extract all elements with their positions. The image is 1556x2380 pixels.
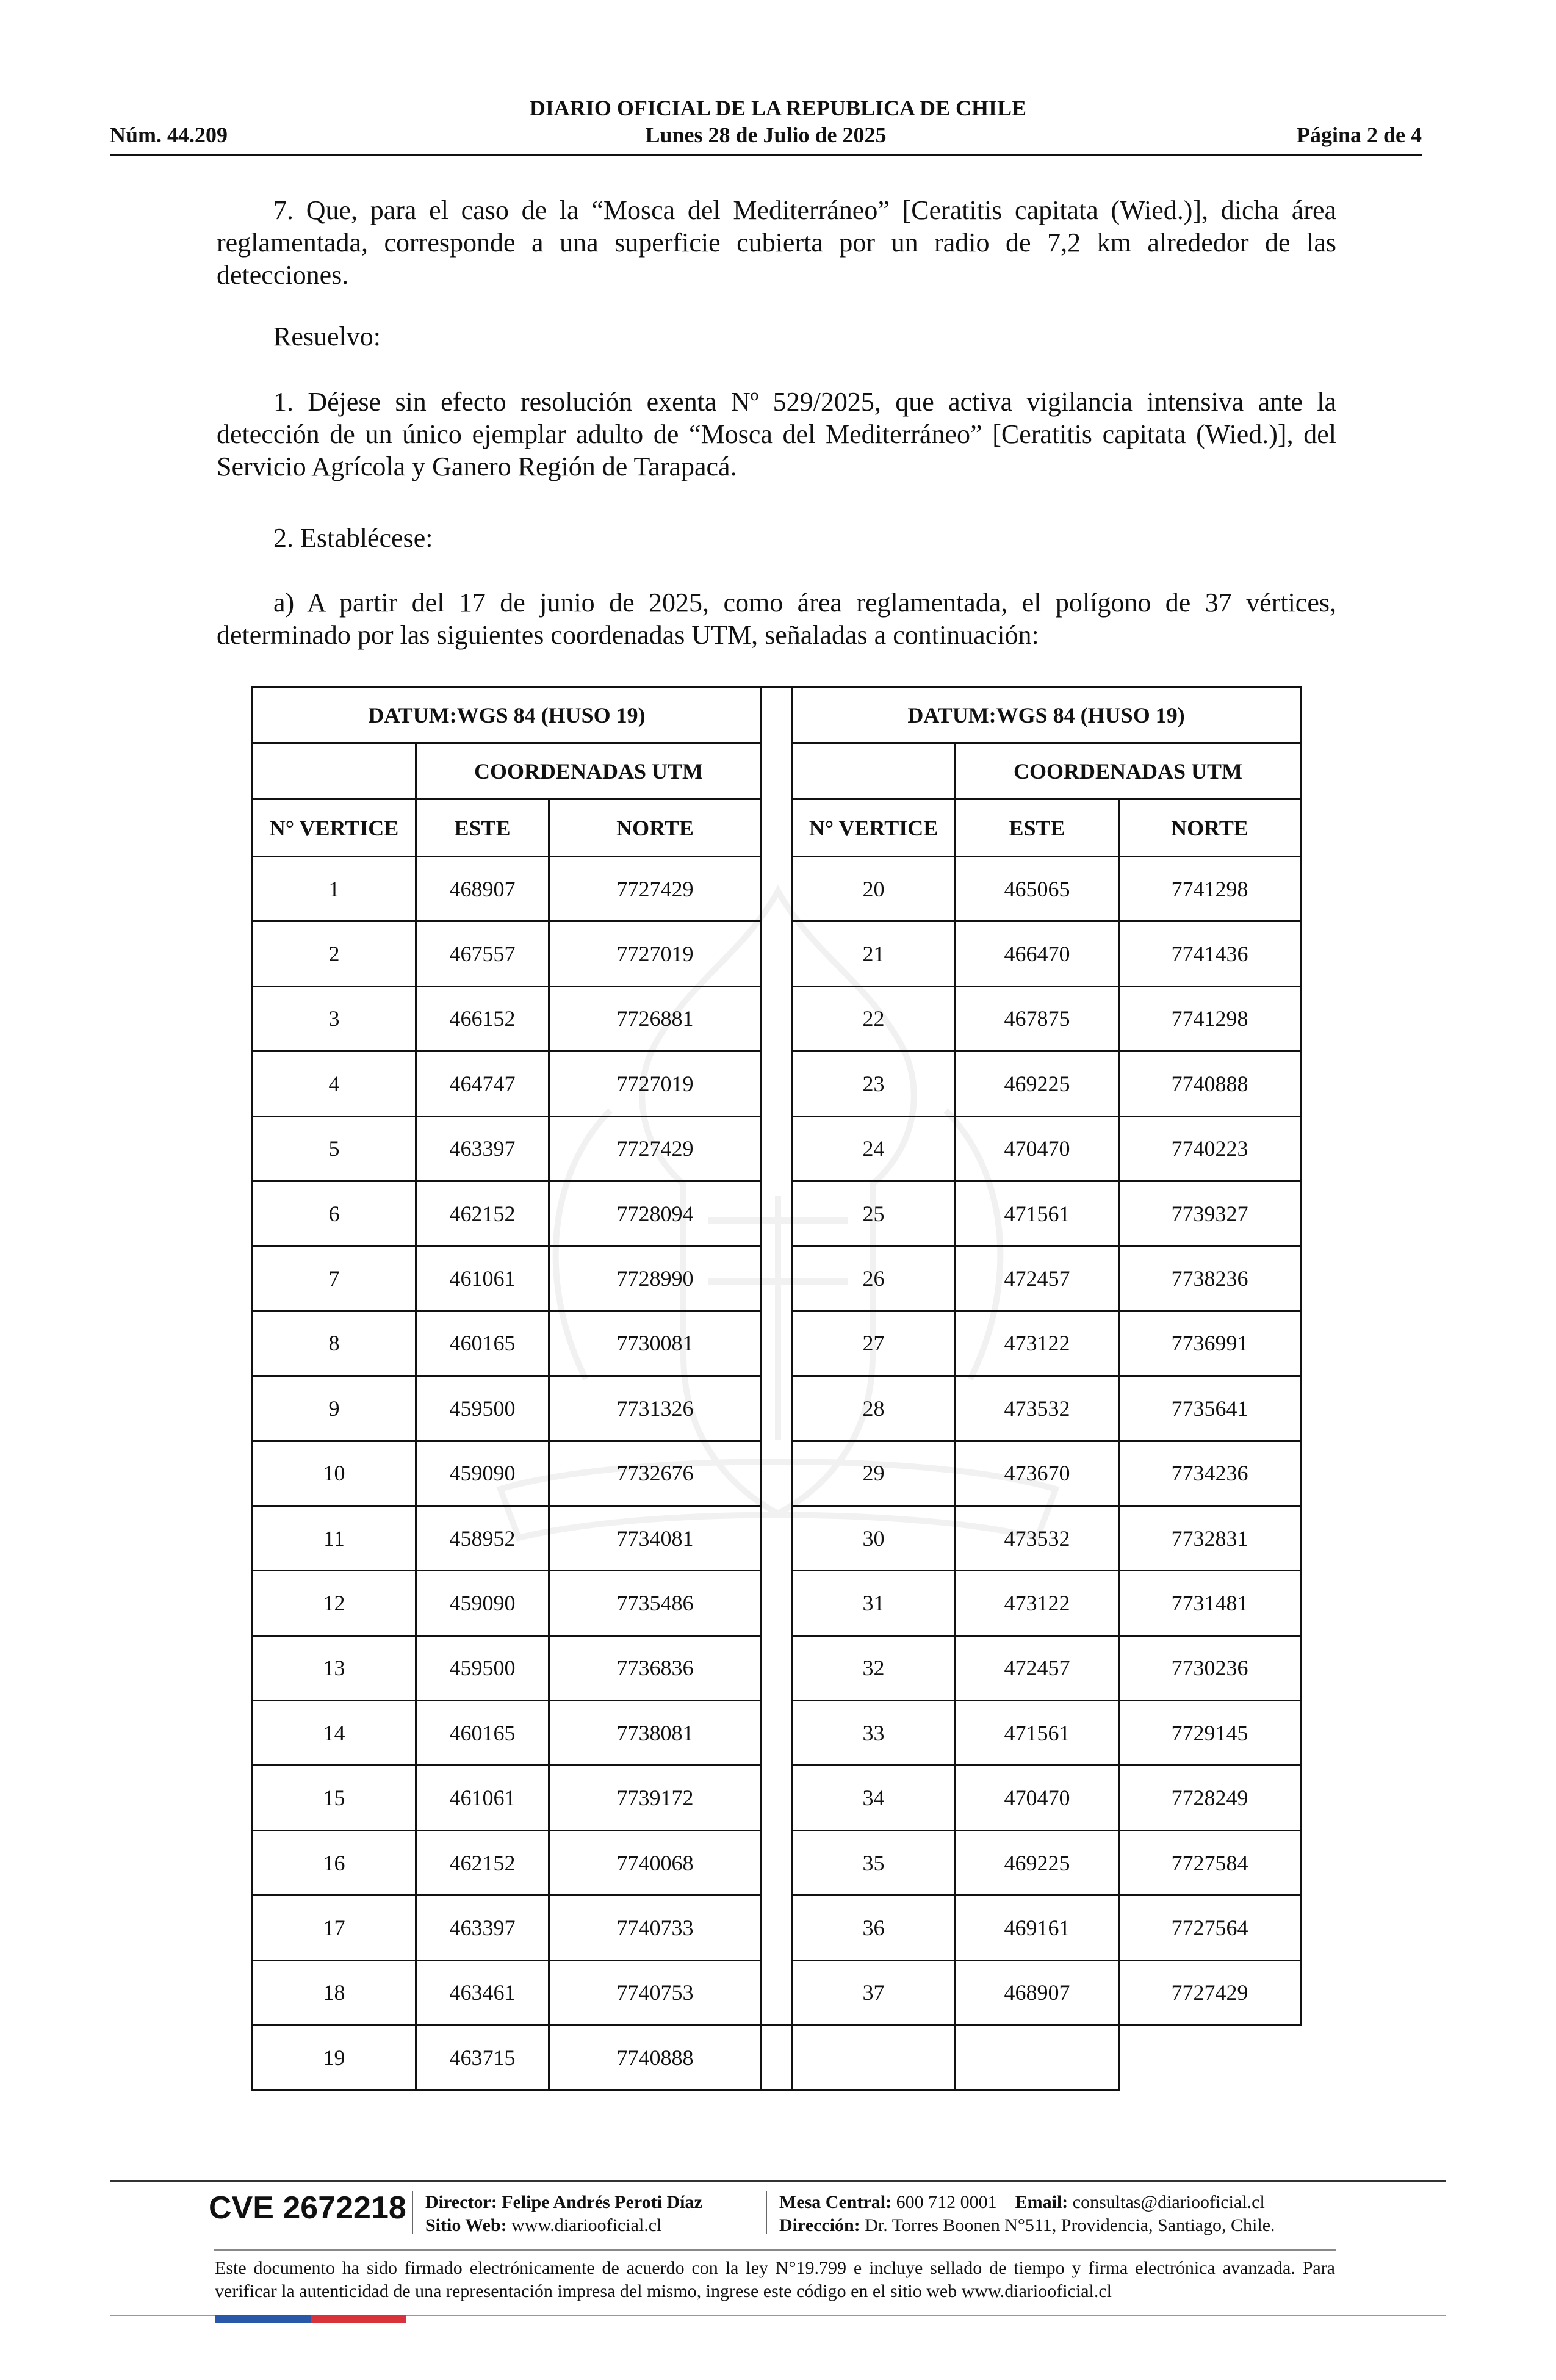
cell-norte-right: 7735641	[1119, 1376, 1301, 1441]
cell-norte-left: 7740888	[549, 2025, 762, 2090]
cell-vertice-left: 10	[253, 1441, 416, 1506]
coord-header-blank-right	[792, 743, 956, 799]
cell-vertice-left: 14	[253, 1701, 416, 1765]
cell-este-right: 467875	[956, 986, 1119, 1051]
page-number: Página 2 de 4	[1296, 123, 1422, 147]
paragraph-resuelvo: Resuelvo:	[273, 322, 381, 352]
cell-este-left: 467557	[416, 921, 549, 986]
cell-este-left: 459090	[416, 1571, 549, 1635]
datum-header-left: DATUM:WGS 84 (HUSO 19)	[253, 687, 762, 743]
cell-vertice-right: 25	[792, 1181, 956, 1246]
col-header-norte-right: NORTE	[1119, 799, 1301, 857]
cell-este-right: 466470	[956, 921, 1119, 986]
paragraph-polygon-intro: a) A partir del 17 de junio de 2025, como área reglamentada, el polígono de 37 vértices, determinado por las siguientes coordenadas UTM, señaladas a continuación:	[217, 588, 1336, 650]
cell-este-right	[792, 2025, 956, 2090]
cell-este-right: 471561	[956, 1701, 1119, 1765]
col-header-vertice-right: N° VERTICE	[792, 799, 956, 857]
director-name: Felipe Andrés Peroti Díaz	[502, 2192, 702, 2212]
cell-este-left: 463461	[416, 1960, 549, 2025]
cell-este-right: 471561	[956, 1181, 1119, 1246]
cell-este-left: 463715	[416, 2025, 549, 2090]
footer-separator-1	[412, 2191, 413, 2234]
cell-este-left: 466152	[416, 986, 549, 1051]
cell-vertice-right: 31	[792, 1571, 956, 1635]
cell-vertice-right: 20	[792, 857, 956, 921]
electronic-signature-note: Este documento ha sido firmado electrónicamente de acuerdo con la ley N°19.799 e incluye sellado de tiempo y firma electrónica avanzada. Para verificar la autenticidad de una representación impresa del mismo, ingrese este código en el sitio web www.diariooficial.cl	[215, 2258, 1335, 2301]
email-link[interactable]: consultas@diariooficial.cl	[1072, 2192, 1265, 2212]
address-label: Dirección:	[779, 2215, 860, 2235]
gazette-title: DIARIO OFICIAL DE LA REPUBLICA DE CHILE	[529, 96, 1027, 120]
cell-este-left: 460165	[416, 1701, 549, 1765]
cell-norte-left: 7740753	[549, 1960, 762, 2025]
cell-este-right: 472457	[956, 1635, 1119, 1700]
cell-norte-left: 7726881	[549, 986, 762, 1051]
cell-norte-right: 7740223	[1119, 1116, 1301, 1181]
cell-este-right: 470470	[956, 1765, 1119, 1830]
cell-este-right: 473532	[956, 1506, 1119, 1570]
cell-este-right: 473532	[956, 1376, 1119, 1441]
website-label: Sitio Web:	[425, 2215, 507, 2235]
col-header-este-right: ESTE	[956, 799, 1119, 857]
paragraph-establecese: 2. Establécese:	[273, 523, 433, 553]
cell-vertice-left: 11	[253, 1506, 416, 1570]
cell-vertice-right: 30	[792, 1506, 956, 1570]
cell-vertice-left: 16	[253, 1830, 416, 1895]
director-label: Director:	[425, 2192, 497, 2212]
cell-norte-left: 7727019	[549, 921, 762, 986]
cell-este-left: 461061	[416, 1246, 549, 1311]
cell-vertice-left: 8	[253, 1311, 416, 1376]
cell-vertice-right	[762, 2025, 792, 2090]
cell-vertice-right: 32	[792, 1635, 956, 1700]
cell-norte-left: 7740068	[549, 1830, 762, 1895]
cell-este-right: 472457	[956, 1246, 1119, 1311]
cve-code: CVE 2672218	[209, 2190, 406, 2226]
datum-header-right: DATUM:WGS 84 (HUSO 19)	[792, 687, 1301, 743]
cell-norte-left: 7734081	[549, 1506, 762, 1570]
col-header-norte-left: NORTE	[549, 799, 762, 857]
cell-vertice-right: 34	[792, 1765, 956, 1830]
coord-header-left: COORDENADAS UTM	[416, 743, 762, 799]
cell-este-left: 464747	[416, 1051, 549, 1116]
cell-este-left: 459500	[416, 1635, 549, 1700]
cell-norte-right: 7731481	[1119, 1571, 1301, 1635]
col-header-vertice-left: N° VERTICE	[253, 799, 416, 857]
cell-este-left: 459500	[416, 1376, 549, 1441]
cell-vertice-left: 2	[253, 921, 416, 986]
cell-norte-left: 7738081	[549, 1701, 762, 1765]
mesa-label: Mesa Central:	[779, 2192, 892, 2212]
cell-este-right: 469225	[956, 1051, 1119, 1116]
cell-vertice-right: 35	[792, 1830, 956, 1895]
cell-este-right: 470470	[956, 1116, 1119, 1181]
cell-este-right: 473122	[956, 1311, 1119, 1376]
mesa-phone: 600 712 0001	[896, 2192, 997, 2212]
cell-vertice-right: 23	[792, 1051, 956, 1116]
cell-norte-right: 7727429	[1119, 1960, 1301, 2025]
cell-vertice-left: 15	[253, 1765, 416, 1830]
cell-norte-left: 7728990	[549, 1246, 762, 1311]
paragraph-7: 7. Que, para el caso de la “Mosca del Mediterráneo” [Ceratitis capitata (Wied.)], dicha área reglamentada, corresponde a una superficie cubierta por un radio de 7,2 km alrededor de las detecciones.	[217, 195, 1336, 290]
cell-este-left: 460165	[416, 1311, 549, 1376]
footer-contact-block	[779, 2191, 1275, 2237]
cell-vertice-right: 21	[792, 921, 956, 986]
utm-coordinates-table	[251, 686, 1302, 2091]
cell-norte-right: 7741436	[1119, 921, 1301, 986]
cell-norte-right: 7730236	[1119, 1635, 1301, 1700]
cell-norte-right: 7732831	[1119, 1506, 1301, 1570]
issue-date: Lunes 28 de Julio de 2025	[645, 123, 887, 147]
cell-este-left: 459090	[416, 1441, 549, 1506]
footer-director-block	[425, 2191, 702, 2237]
footer-separator-2	[766, 2191, 767, 2234]
cell-vertice-right: 22	[792, 986, 956, 1051]
cell-este-left: 458952	[416, 1506, 549, 1570]
cell-norte-left: 7739172	[549, 1765, 762, 1830]
cell-norte-left: 7740733	[549, 1895, 762, 1960]
cell-norte-left: 7728094	[549, 1181, 762, 1246]
cell-este-right: 473670	[956, 1441, 1119, 1506]
cell-norte-right: 7736991	[1119, 1311, 1301, 1376]
cell-vertice-right: 37	[792, 1960, 956, 2025]
cell-este-left: 463397	[416, 1116, 549, 1181]
cell-vertice-left: 4	[253, 1051, 416, 1116]
header-divider	[110, 154, 1422, 156]
cell-norte-right: 7727564	[1119, 1895, 1301, 1960]
cell-este-right: 465065	[956, 857, 1119, 921]
table-row	[253, 2025, 1301, 2090]
flag-stripe-blue	[215, 2315, 311, 2323]
cell-este-right: 469161	[956, 1895, 1119, 1960]
cell-vertice-right: 29	[792, 1441, 956, 1506]
cell-vertice-left: 1	[253, 857, 416, 921]
cell-este-left: 462152	[416, 1830, 549, 1895]
coord-header-blank-left	[253, 743, 416, 799]
table-gap-column	[762, 687, 792, 2025]
cell-norte-left: 7727429	[549, 1116, 762, 1181]
coord-header-right: COORDENADAS UTM	[956, 743, 1301, 799]
cell-norte-left: 7730081	[549, 1311, 762, 1376]
cell-vertice-left: 6	[253, 1181, 416, 1246]
cell-vertice-left: 19	[253, 2025, 416, 2090]
cell-vertice-left: 17	[253, 1895, 416, 1960]
flag-stripe-red	[311, 2315, 406, 2323]
cell-norte-right: 7738236	[1119, 1246, 1301, 1311]
cell-norte-left: 7736836	[549, 1635, 762, 1700]
cell-norte-right: 7741298	[1119, 986, 1301, 1051]
cell-vertice-left: 7	[253, 1246, 416, 1311]
cell-vertice-right: 36	[792, 1895, 956, 1960]
cell-norte-right: 7740888	[1119, 1051, 1301, 1116]
cell-vertice-right: 27	[792, 1311, 956, 1376]
cell-vertice-left: 13	[253, 1635, 416, 1700]
email-label: Email:	[1015, 2192, 1068, 2212]
issue-number: Núm. 44.209	[110, 123, 228, 147]
cell-vertice-left: 9	[253, 1376, 416, 1441]
cell-vertice-right: 33	[792, 1701, 956, 1765]
website-link[interactable]: www.diariooficial.cl	[511, 2215, 662, 2235]
cell-este-left: 468907	[416, 857, 549, 921]
cell-vertice-left: 5	[253, 1116, 416, 1181]
cell-este-right: 468907	[956, 1960, 1119, 2025]
cell-este-right: 469225	[956, 1830, 1119, 1895]
cell-norte-right: 7728249	[1119, 1765, 1301, 1830]
footer-divider-mid	[214, 2249, 1336, 2251]
cell-norte-right: 7729145	[1119, 1701, 1301, 1765]
cell-norte-right: 7741298	[1119, 857, 1301, 921]
cell-norte-left: 7727019	[549, 1051, 762, 1116]
cell-vertice-right: 28	[792, 1376, 956, 1441]
paragraph-resolution-1: 1. Déjese sin efecto resolución exenta Nº 529/2025, que activa vigilancia intensiva ante la detección de un único ejemplar adulto de “Mosca del Mediterráneo” [Ceratitis capitata (Wied.)], del Servicio Agrícola y Ganero Región de Tarapacá.	[217, 387, 1336, 481]
col-header-este-left: ESTE	[416, 799, 549, 857]
cell-este-left: 463397	[416, 1895, 549, 1960]
cell-vertice-left: 18	[253, 1960, 416, 2025]
cell-este-left: 462152	[416, 1181, 549, 1246]
cell-norte-left: 7731326	[549, 1376, 762, 1441]
cell-vertice-left: 3	[253, 986, 416, 1051]
cell-vertice-right: 24	[792, 1116, 956, 1181]
cell-norte-left: 7732676	[549, 1441, 762, 1506]
header-row	[110, 122, 1422, 150]
address-value: Dr. Torres Boonen N°511, Providencia, Santiago, Chile.	[865, 2215, 1275, 2235]
cell-vertice-right: 26	[792, 1246, 956, 1311]
cell-norte-right: 7727584	[1119, 1830, 1301, 1895]
cell-norte-left: 7735486	[549, 1571, 762, 1635]
cell-norte-right: 7734236	[1119, 1441, 1301, 1506]
cell-norte-right	[956, 2025, 1119, 2090]
cell-norte-right: 7739327	[1119, 1181, 1301, 1246]
cell-este-left: 461061	[416, 1765, 549, 1830]
cell-vertice-left: 12	[253, 1571, 416, 1635]
cell-este-right: 473122	[956, 1571, 1119, 1635]
footer-divider-top	[110, 2180, 1446, 2182]
cell-norte-left: 7727429	[549, 857, 762, 921]
